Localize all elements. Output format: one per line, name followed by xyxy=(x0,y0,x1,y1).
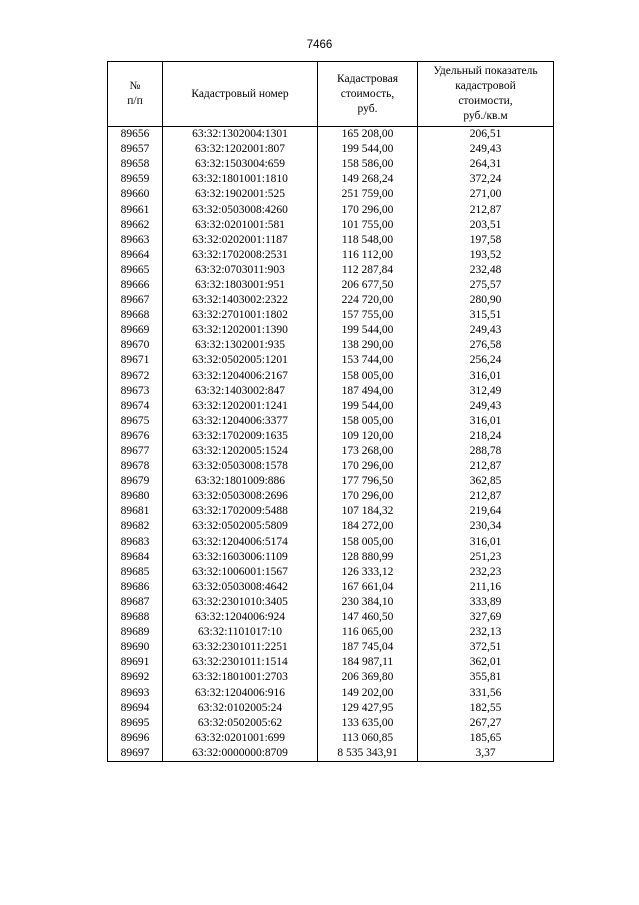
table-row xyxy=(108,142,554,157)
cell-cadastral-number: 63:32:1803001:951 xyxy=(163,278,318,293)
cell-row-number: 89681 xyxy=(108,504,163,519)
cell-cadastral-number: 63:32:1006001:1567 xyxy=(163,565,318,580)
cell-specific-value: 288,78 xyxy=(418,444,554,459)
cell-cadastral-number: 63:32:1204006:916 xyxy=(163,685,318,700)
cell-row-number: 89695 xyxy=(108,716,163,731)
cell-cadastral-value: 187 745,04 xyxy=(318,640,418,655)
cell-cadastral-number: 63:32:1202001:807 xyxy=(163,142,318,157)
cell-cadastral-number: 63:32:0502005:62 xyxy=(163,716,318,731)
header-cadastral-value-line1: Кадастровая xyxy=(336,72,399,85)
cell-cadastral-number: 63:32:1702009:5488 xyxy=(163,504,318,519)
table-row xyxy=(108,399,554,414)
table-row xyxy=(108,369,554,384)
cell-cadastral-number: 63:32:1801001:1810 xyxy=(163,172,318,187)
cell-specific-value: 372,51 xyxy=(418,640,554,655)
table-row xyxy=(108,308,554,323)
cell-specific-value: 212,87 xyxy=(418,202,554,217)
cell-cadastral-value: 206 369,80 xyxy=(318,670,418,685)
table-row xyxy=(108,248,554,263)
cell-specific-value: 249,43 xyxy=(418,142,554,157)
cell-cadastral-value: 109 120,00 xyxy=(318,429,418,444)
header-specific-value-line1: Удельный показатель xyxy=(433,65,538,77)
cell-row-number: 89676 xyxy=(108,429,163,444)
table-row xyxy=(108,595,554,610)
cell-row-number: 89671 xyxy=(108,353,163,368)
header-cadastral-value xyxy=(318,62,418,127)
cell-cadastral-number: 63:32:0503008:4260 xyxy=(163,202,318,217)
cell-cadastral-value: 107 184,32 xyxy=(318,504,418,519)
table-row xyxy=(108,414,554,429)
cell-specific-value: 372,24 xyxy=(418,172,554,187)
cell-specific-value: 316,01 xyxy=(418,535,554,550)
table-row xyxy=(108,701,554,716)
cell-specific-value: 212,87 xyxy=(418,459,554,474)
cell-cadastral-number: 63:32:1202005:1524 xyxy=(163,444,318,459)
cell-cadastral-number: 63:32:0201001:581 xyxy=(163,218,318,233)
cell-specific-value: 280,90 xyxy=(418,293,554,308)
cell-cadastral-value: 101 755,00 xyxy=(318,218,418,233)
cell-row-number: 89685 xyxy=(108,565,163,580)
table-row xyxy=(108,323,554,338)
cell-cadastral-number: 63:32:0503008:1578 xyxy=(163,459,318,474)
table-row xyxy=(108,519,554,534)
cell-row-number: 89672 xyxy=(108,369,163,384)
header-cadastral-number xyxy=(163,62,318,127)
cell-specific-value: 276,58 xyxy=(418,338,554,353)
cell-cadastral-value: 177 796,50 xyxy=(318,474,418,489)
cell-cadastral-value: 112 287,84 xyxy=(318,263,418,278)
cell-cadastral-number: 63:32:1202001:1390 xyxy=(163,323,318,338)
cell-row-number: 89668 xyxy=(108,308,163,323)
cell-row-number: 89691 xyxy=(108,655,163,670)
cell-specific-value: 232,48 xyxy=(418,263,554,278)
cell-cadastral-value: 170 296,00 xyxy=(318,459,418,474)
cell-row-number: 89689 xyxy=(108,625,163,640)
cell-cadastral-value: 187 494,00 xyxy=(318,384,418,399)
cell-cadastral-value: 158 005,00 xyxy=(318,369,418,384)
cell-cadastral-number: 63:32:1702009:1635 xyxy=(163,429,318,444)
table-row xyxy=(108,565,554,580)
cell-cadastral-number: 63:32:0201001:699 xyxy=(163,731,318,746)
table-row xyxy=(108,187,554,202)
cell-cadastral-value: 170 296,00 xyxy=(318,489,418,504)
cell-cadastral-number: 63:32:1603006:1109 xyxy=(163,550,318,565)
cell-cadastral-value: 224 720,00 xyxy=(318,293,418,308)
table-row xyxy=(108,384,554,399)
cell-row-number: 89656 xyxy=(108,127,163,143)
table-row xyxy=(108,685,554,700)
cell-cadastral-number: 63:32:0503008:2696 xyxy=(163,489,318,504)
cell-cadastral-value: 157 755,00 xyxy=(318,308,418,323)
header-row-number-line1: № xyxy=(129,80,141,92)
table-row xyxy=(108,535,554,550)
cell-specific-value: 212,87 xyxy=(418,489,554,504)
cell-cadastral-value: 158 586,00 xyxy=(318,157,418,172)
cell-cadastral-value: 149 202,00 xyxy=(318,685,418,700)
cell-cadastral-value: 147 460,50 xyxy=(318,610,418,625)
table-body xyxy=(108,127,554,762)
cell-specific-value: 315,51 xyxy=(418,308,554,323)
cell-cadastral-value: 165 208,00 xyxy=(318,127,418,143)
cell-specific-value: 230,34 xyxy=(418,519,554,534)
cell-row-number: 89684 xyxy=(108,550,163,565)
cell-cadastral-number: 63:32:1403002:847 xyxy=(163,384,318,399)
table-row xyxy=(108,353,554,368)
cell-cadastral-number: 63:32:1204006:5174 xyxy=(163,535,318,550)
cell-specific-value: 3,37 xyxy=(418,746,554,762)
cell-cadastral-number: 63:32:0202001:1187 xyxy=(163,233,318,248)
cell-cadastral-value: 251 759,00 xyxy=(318,187,418,202)
cell-specific-value: 249,43 xyxy=(418,399,554,414)
table-row xyxy=(108,474,554,489)
cell-row-number: 89667 xyxy=(108,293,163,308)
cell-row-number: 89663 xyxy=(108,233,163,248)
header-cadastral-value-line3: руб. xyxy=(357,102,378,115)
cell-cadastral-value: 158 005,00 xyxy=(318,535,418,550)
cell-row-number: 89697 xyxy=(108,746,163,762)
cell-cadastral-value: 116 112,00 xyxy=(318,248,418,263)
cell-specific-value: 267,27 xyxy=(418,716,554,731)
cell-cadastral-number: 63:32:2301011:2251 xyxy=(163,640,318,655)
cell-cadastral-value: 199 544,00 xyxy=(318,142,418,157)
cell-cadastral-number: 63:32:1801001:2703 xyxy=(163,670,318,685)
cell-cadastral-value: 149 268,24 xyxy=(318,172,418,187)
cell-row-number: 89666 xyxy=(108,278,163,293)
header-specific-value-line3: стоимости, xyxy=(458,95,513,107)
cell-cadastral-value: 173 268,00 xyxy=(318,444,418,459)
cell-row-number: 89659 xyxy=(108,172,163,187)
header-cadastral-number-text: Кадастровый номер xyxy=(191,87,289,100)
cell-row-number: 89683 xyxy=(108,535,163,550)
cell-cadastral-number: 63:32:2301011:1514 xyxy=(163,655,318,670)
cell-cadastral-value: 126 333,12 xyxy=(318,565,418,580)
cell-specific-value: 256,24 xyxy=(418,353,554,368)
cell-specific-value: 264,31 xyxy=(418,157,554,172)
header-cadastral-value-line2: стоимость, xyxy=(340,87,395,100)
cell-cadastral-value: 113 060,85 xyxy=(318,731,418,746)
cell-cadastral-value: 128 880,99 xyxy=(318,550,418,565)
cell-cadastral-value: 138 290,00 xyxy=(318,338,418,353)
table-row xyxy=(108,610,554,625)
table-row xyxy=(108,489,554,504)
table-row xyxy=(108,655,554,670)
cell-cadastral-value: 184 987,11 xyxy=(318,655,418,670)
cell-specific-value: 206,51 xyxy=(418,127,554,143)
cell-specific-value: 312,49 xyxy=(418,384,554,399)
header-row xyxy=(108,62,554,127)
cell-cadastral-number: 63:32:2301010:3405 xyxy=(163,595,318,610)
table-row xyxy=(108,459,554,474)
table-row xyxy=(108,218,554,233)
cell-specific-value: 331,56 xyxy=(418,685,554,700)
cell-specific-value: 333,89 xyxy=(418,595,554,610)
table-row xyxy=(108,731,554,746)
cell-cadastral-value: 206 677,50 xyxy=(318,278,418,293)
page-number: 7466 xyxy=(306,39,333,51)
table-row xyxy=(108,429,554,444)
cell-cadastral-number: 63:32:1702008:2531 xyxy=(163,248,318,263)
cell-specific-value: 355,81 xyxy=(418,670,554,685)
cell-row-number: 89657 xyxy=(108,142,163,157)
table-row xyxy=(108,580,554,595)
cell-cadastral-number: 63:32:1202001:1241 xyxy=(163,399,318,414)
cell-row-number: 89688 xyxy=(108,610,163,625)
table-header xyxy=(108,62,554,127)
cell-row-number: 89669 xyxy=(108,323,163,338)
cell-row-number: 89692 xyxy=(108,670,163,685)
cell-cadastral-value: 129 427,95 xyxy=(318,701,418,716)
cell-cadastral-value: 153 744,00 xyxy=(318,353,418,368)
cell-row-number: 89696 xyxy=(108,731,163,746)
cell-cadastral-number: 63:32:1204006:3377 xyxy=(163,414,318,429)
table-row xyxy=(108,157,554,172)
table-row xyxy=(108,293,554,308)
cell-cadastral-number: 63:32:0703011:903 xyxy=(163,263,318,278)
cell-cadastral-value: 199 544,00 xyxy=(318,399,418,414)
cell-specific-value: 197,58 xyxy=(418,233,554,248)
cell-cadastral-number: 63:32:0102005:24 xyxy=(163,701,318,716)
cell-row-number: 89679 xyxy=(108,474,163,489)
table-row xyxy=(108,625,554,640)
cell-cadastral-value: 199 544,00 xyxy=(318,323,418,338)
cell-cadastral-value: 158 005,00 xyxy=(318,414,418,429)
cadastral-value-table xyxy=(107,61,554,762)
cell-specific-value: 271,00 xyxy=(418,187,554,202)
table-row xyxy=(108,746,554,762)
cell-row-number: 89690 xyxy=(108,640,163,655)
cell-cadastral-number: 63:32:1204006:2167 xyxy=(163,369,318,384)
cell-cadastral-number: 63:32:1204006:924 xyxy=(163,610,318,625)
cell-row-number: 89673 xyxy=(108,384,163,399)
cell-row-number: 89680 xyxy=(108,489,163,504)
cell-cadastral-number: 63:32:1403002:2322 xyxy=(163,293,318,308)
cell-specific-value: 249,43 xyxy=(418,323,554,338)
header-row-number xyxy=(108,62,163,127)
cell-cadastral-number: 63:32:1801009:886 xyxy=(163,474,318,489)
cell-specific-value: 182,55 xyxy=(418,701,554,716)
table-row xyxy=(108,716,554,731)
cell-cadastral-value: 8 535 343,91 xyxy=(318,746,418,762)
cell-row-number: 89687 xyxy=(108,595,163,610)
cell-specific-value: 193,52 xyxy=(418,248,554,263)
cell-row-number: 89665 xyxy=(108,263,163,278)
header-specific-value-line4: руб./кв.м xyxy=(463,110,508,122)
cell-cadastral-value: 118 548,00 xyxy=(318,233,418,248)
cell-specific-value: 362,85 xyxy=(418,474,554,489)
cell-specific-value: 185,65 xyxy=(418,731,554,746)
cell-cadastral-number: 63:32:0502005:5809 xyxy=(163,519,318,534)
cell-row-number: 89675 xyxy=(108,414,163,429)
cell-cadastral-value: 170 296,00 xyxy=(318,202,418,217)
cell-cadastral-number: 63:32:1503004:659 xyxy=(163,157,318,172)
cell-specific-value: 316,01 xyxy=(418,369,554,384)
table-row xyxy=(108,127,554,143)
cell-row-number: 89674 xyxy=(108,399,163,414)
cell-specific-value: 232,23 xyxy=(418,565,554,580)
header-specific-value xyxy=(418,62,554,127)
table-row xyxy=(108,338,554,353)
cell-specific-value: 251,23 xyxy=(418,550,554,565)
cell-row-number: 89660 xyxy=(108,187,163,202)
table-row xyxy=(108,444,554,459)
cell-specific-value: 232,13 xyxy=(418,625,554,640)
cell-cadastral-number: 63:32:1101017:10 xyxy=(163,625,318,640)
table-row xyxy=(108,670,554,685)
cell-cadastral-value: 116 065,00 xyxy=(318,625,418,640)
cell-cadastral-number: 63:32:2701001:1802 xyxy=(163,308,318,323)
cell-cadastral-value: 167 661,04 xyxy=(318,580,418,595)
cell-cadastral-value: 230 384,10 xyxy=(318,595,418,610)
cell-specific-value: 275,57 xyxy=(418,278,554,293)
table-row xyxy=(108,278,554,293)
cell-row-number: 89677 xyxy=(108,444,163,459)
cell-cadastral-number: 63:32:1302001:935 xyxy=(163,338,318,353)
table-row xyxy=(108,233,554,248)
cell-cadastral-value: 184 272,00 xyxy=(318,519,418,534)
cell-row-number: 89661 xyxy=(108,202,163,217)
cell-row-number: 89670 xyxy=(108,338,163,353)
table-row xyxy=(108,172,554,187)
cell-cadastral-value: 133 635,00 xyxy=(318,716,418,731)
header-row-number-line2: п/п xyxy=(127,95,143,107)
cell-row-number: 89694 xyxy=(108,701,163,716)
table-row xyxy=(108,640,554,655)
table-row xyxy=(108,504,554,519)
cell-cadastral-number: 63:32:0000000:8709 xyxy=(163,746,318,762)
cell-row-number: 89678 xyxy=(108,459,163,474)
cell-specific-value: 316,01 xyxy=(418,414,554,429)
cell-cadastral-number: 63:32:1902001:525 xyxy=(163,187,318,202)
table-row xyxy=(108,263,554,278)
cell-specific-value: 219,64 xyxy=(418,504,554,519)
cell-row-number: 89662 xyxy=(108,218,163,233)
cell-row-number: 89693 xyxy=(108,685,163,700)
table-row xyxy=(108,550,554,565)
header-specific-value-line2: кадастровой xyxy=(455,80,516,92)
cell-cadastral-number: 63:32:0502005:1201 xyxy=(163,353,318,368)
cell-cadastral-number: 63:32:0503008:4642 xyxy=(163,580,318,595)
cell-cadastral-number: 63:32:1302004:1301 xyxy=(163,127,318,143)
cell-specific-value: 218,24 xyxy=(418,429,554,444)
cell-row-number: 89682 xyxy=(108,519,163,534)
table-row xyxy=(108,202,554,217)
cell-specific-value: 327,69 xyxy=(418,610,554,625)
cell-specific-value: 211,16 xyxy=(418,580,554,595)
cell-specific-value: 362,01 xyxy=(418,655,554,670)
cell-row-number: 89658 xyxy=(108,157,163,172)
cell-row-number: 89664 xyxy=(108,248,163,263)
cell-specific-value: 203,51 xyxy=(418,218,554,233)
cell-row-number: 89686 xyxy=(108,580,163,595)
